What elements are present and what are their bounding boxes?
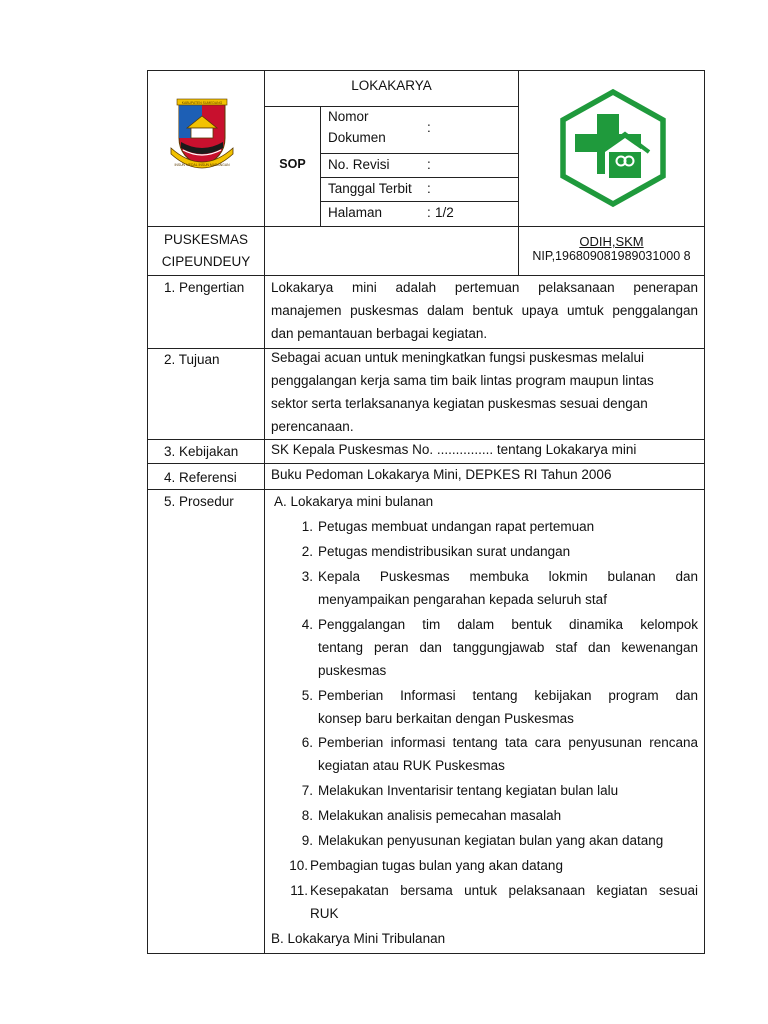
section-label: 1. Pengertian bbox=[164, 280, 245, 295]
field-label: Halaman bbox=[328, 205, 383, 220]
signer-cell bbox=[518, 226, 705, 276]
svg-text:KABUPATEN SUMEDANG: KABUPATEN SUMEDANG bbox=[181, 101, 223, 105]
label-cell-tujuan bbox=[147, 348, 265, 440]
section-text: Sebagai acuan untuk meningkatkan fungsi puskesmas melalui penggalangan kerja sama tim baik lintas program maupun lintas sektor serta terlaksananya kegiatan puskesmas sesuai dengan perencanaan. bbox=[271, 350, 654, 434]
content-cell-referensi bbox=[264, 463, 705, 490]
field-colon: : bbox=[427, 157, 431, 172]
field-colon: : bbox=[427, 181, 431, 196]
document-title: LOKAKARYA bbox=[351, 78, 432, 93]
label-cell-pengertian bbox=[147, 275, 265, 349]
puskesmas-logo-icon bbox=[555, 88, 671, 208]
org-empty-cell bbox=[264, 226, 519, 276]
section-text: Lokakarya mini adalah pertemuan pelaksanaan penerapan manajemen puskesmas dalam bentuk upaya umtuk penggalangan dan pemantauan berbagai kegiatan. bbox=[271, 280, 698, 341]
label-cell-prosedur bbox=[147, 489, 265, 954]
content-cell-pengertian bbox=[264, 275, 705, 349]
field-label-line: Dokumen bbox=[328, 130, 386, 145]
label-cell-referensi bbox=[147, 463, 265, 490]
title-cell bbox=[264, 70, 519, 107]
field-colon: : bbox=[427, 120, 431, 135]
field-row-revisi bbox=[320, 153, 519, 178]
content-cell-prosedur: A. Lokakarya mini bulanan 1. Petugas membuat undangan rapat pertemuan 2. Petugas mendistribusikan surat undangan 3. Kepala Puskesmas membuka lokmin bulanan dan menyampaikan pengarahan kepada seluruh staf 4. Penggalangan tim dalam bentuk dinamika kelompok tentang peran dan tanggungjawab staf dan kewenangan puskesmas 5. Pemberian Informasi tentang kebijakan program dan konsep baru berkaitan dengan Puskesmas 6. Pemberian informasi tentang tata cara penyusunan rencana kegiatan atau RUK Puskesmas 7. Melakukan Inventarisir tentang kegiatan bulan lalu 8. Melakukan analisis pemecahan masalah 9. Melakukan penyusunan kegiatan bulan yang akan datang 10. Pembagian tugas bulan yang akan datang 11. Kesepakatan bersama untuk pelaksanaan kegiatan sesuai RUK B. Lokakarya Mini Tribulanan bbox=[264, 489, 705, 954]
regency-emblem-icon bbox=[167, 98, 237, 174]
left-logo-cell bbox=[147, 70, 265, 227]
section-label: 3. Kebijakan bbox=[164, 444, 239, 459]
subheading-a: A. Lokakarya mini bulanan bbox=[274, 494, 434, 509]
sop-cell bbox=[264, 106, 321, 227]
sop-document bbox=[147, 70, 705, 954]
field-label: No. Revisi bbox=[328, 157, 390, 172]
org-name-line: PUSKESMAS bbox=[163, 232, 249, 247]
field-colon: : bbox=[427, 205, 431, 220]
label-cell-kebijakan bbox=[147, 439, 265, 464]
field-row-nomor bbox=[320, 106, 519, 154]
subheading-b: B. Lokakarya Mini Tribulanan bbox=[271, 931, 446, 946]
signer-name: ODIH,SKM bbox=[579, 234, 644, 249]
sop-label: SOP bbox=[279, 157, 306, 171]
field-value-halaman: 1/2 bbox=[435, 205, 454, 220]
field-label: Tanggal Terbit bbox=[328, 181, 412, 196]
field-row-tanggal bbox=[320, 177, 519, 202]
org-name-line: CIPEUNDEUY bbox=[161, 254, 251, 269]
section-label: 4. Referensi bbox=[164, 470, 237, 485]
content-cell-kebijakan bbox=[264, 439, 705, 464]
section-text: Buku Pedoman Lokakarya Mini, DEPKES RI Tahun 2006 bbox=[271, 467, 612, 482]
field-row-halaman bbox=[320, 201, 519, 227]
right-logo-cell bbox=[518, 70, 705, 227]
org-name-cell bbox=[147, 226, 265, 276]
section-label: 2. Tujuan bbox=[164, 352, 220, 367]
svg-text:INSUN MEDAL INSUN MADANGAN: INSUN MEDAL INSUN MADANGAN bbox=[174, 163, 230, 167]
field-label-line: Nomor bbox=[328, 109, 369, 124]
signer-nip: NIP,196809081989031000 8 bbox=[532, 249, 691, 263]
section-label: 5. Prosedur bbox=[164, 494, 234, 509]
content-cell-tujuan bbox=[264, 348, 705, 440]
section-text: SK Kepala Puskesmas No. ............... tentang Lokakarya mini bbox=[271, 442, 637, 457]
